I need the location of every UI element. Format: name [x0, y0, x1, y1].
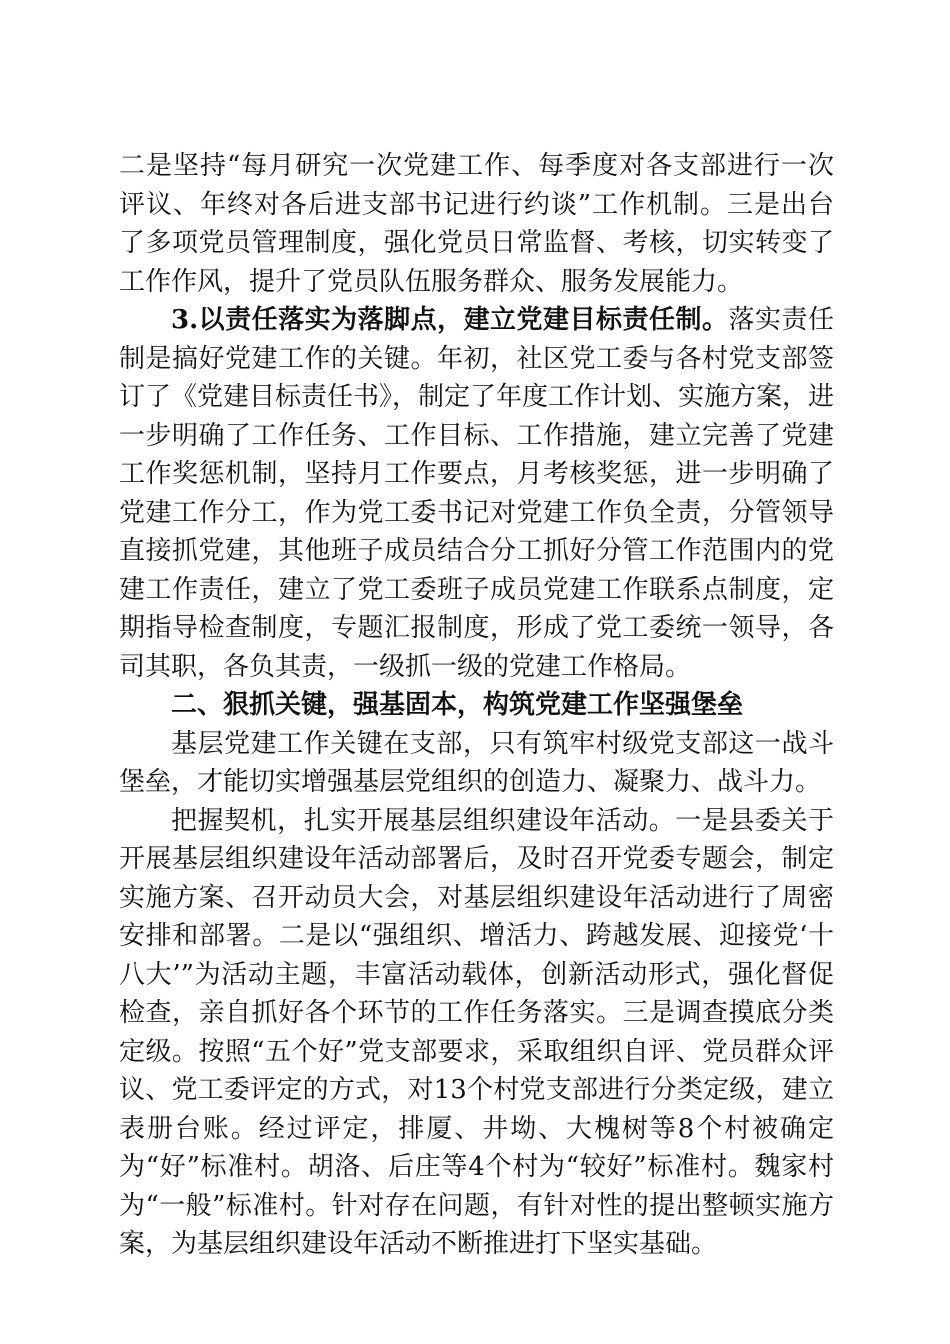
document-body [119, 147, 834, 1264]
paragraph-responsibility [119, 301, 834, 686]
paragraph-lead-heading: 3.以责任落实为落脚点，建立党建目标责任制。 [171, 305, 729, 335]
paragraph-organization-year: 把握契机，扎实开展基层组织建设年活动。一是县委关于开展基层组织建设年活动部署后，及时召开党委专题会，制定实施方案、召开动员大会，对基层组织建设年活动进行了周密安排和部署。二是以“强组织、增活力、跨越发展、迎接党‘十八大’”为活动主题，丰富活动载体，创新活动形式，强化督促检查，亲自抓好各个环节的工作任务落实。三是调查摸底分类定级。按照“五个好”党支部要求，采取组织自评、党员群众评议、党工委评定的方式，对13个村党支部进行分类定级，建立表册台账。经过评定，排厦、井坳、大槐树等8个村被确定为“好”标准村。胡洛、后庄等4个村为“较好”标准村。魏家村为“一般”标准村。针对存在问题，有针对性的提出整顿实施方案，为基层组织建设年活动不断推进打下坚实基础。 [119, 805, 834, 1259]
paragraph-grassroots: 基层党建工作关键在支部，只有筑牢村级党支部这一战斗堡垒，才能切实增强基层党组织的创造力、凝聚力、战斗力。 [119, 728, 834, 797]
paragraph-responsibility-text: 落实责任制是搞好党建工作的关键。年初，社区党工委与各村党支部签订了《党建目标责任书》，制定了年度工作计划、实施方案，进一步明确了工作任务、工作目标、工作措施，建立完善了党建工作奖惩机制，坚持月工作要点，月考核奖惩，进一步明确了党建工作分工，作为党工委书记对党建工作负全责，分管领导直接抓党建，其他班子成员结合分工抓好分管工作范围内的党建工作责任，建立了党工委班子成员党建工作联系点制度，定期指导检查制度，专题汇报制度，形成了党工委统一领导，各司其职，各负其责，一级抓一级的党建工作格局。 [119, 305, 835, 682]
section-heading: 二、狠抓关键，强基固本，构筑党建工作坚强堡垒 [171, 690, 744, 720]
paragraph-mechanism: 二是坚持“每月研究一次党建工作、每季度对各支部进行一次评议、年终对各后进支部书记进行约谈”工作机制。三是出台了多项党员管理制度，强化党员日常监督、考核，切实转变了工作作风，提升了党员队伍服务群众、服务发展能力。 [119, 151, 834, 297]
